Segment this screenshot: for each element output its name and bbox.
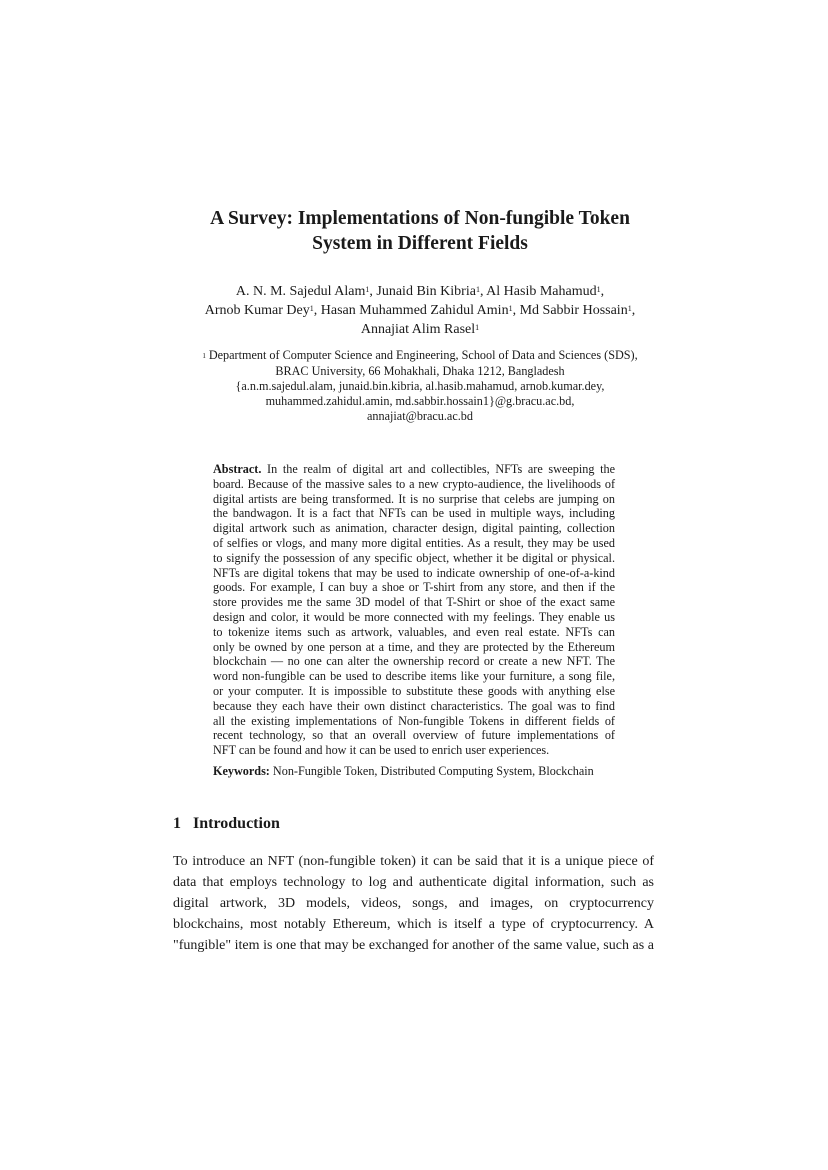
abstract-text: digital artwork such as animation, character design, digital painting, collection: [213, 521, 615, 536]
author-name: Md Sabbir Hossain: [519, 303, 628, 318]
author-line-2: [150, 301, 690, 320]
author-affiliation-sup: 1: [627, 304, 632, 313]
abstract-line: [213, 506, 615, 521]
intro-line: data that employs technology to log and authenticate digital information, such as: [173, 875, 654, 890]
abstract-text: recent technology, so that an overall overview of future implementations of: [213, 728, 615, 743]
abstract-text: NFT can be found and how it can be used to enrich user experiences.: [213, 743, 550, 758]
abstract-text: of selfies or vlogs, and many more digital entities. As a result, they may be used: [213, 535, 615, 550]
affiliation-line-2: BRAC University, 66 Mohakhali, Dhaka 1212, Bangladesh: [275, 363, 565, 378]
affiliation-text: Department of Computer Science and Engineering, School of Data and Sciences (SDS),: [208, 348, 638, 362]
abstract-line: [213, 462, 615, 477]
author-separator: ,: [600, 284, 605, 299]
intro-line: To introduce an NFT (non-fungible token) it can be said that it is a unique piece of: [173, 854, 654, 869]
abstract-line: [213, 684, 615, 699]
author-affiliation-sup: 1: [508, 304, 513, 313]
abstract-text: because they each have their own distinct characteristics. The goal was to find: [213, 698, 615, 713]
abstract-line: [213, 640, 615, 655]
author-list: [150, 282, 690, 339]
keywords-text: Non-Fungible Token, Distributed Computing System, Blockchain: [269, 764, 594, 778]
intro-line: "fungible" item is one that may be exchanged for another of the same value, such as a: [173, 938, 654, 953]
abstract-text: blockchain — no one can alter the ownership record or create a new NFT. The: [213, 654, 615, 669]
author-affiliation-sup: 1: [475, 323, 480, 332]
abstract-text: only be owned by one person at a time, and they are protected by the Ethereum: [213, 639, 615, 654]
abstract-text: digital artists are being transformed. It is no surprise that celebs are jumping on: [213, 491, 615, 506]
section-title: Introduction: [193, 815, 280, 832]
author-affiliation-sup: 1: [365, 285, 370, 294]
abstract-line: [213, 536, 615, 551]
author-name: Junaid Bin Kibria: [376, 284, 476, 299]
abstract-text: goods. For example, I can buy a shoe or T-shirt from any store, and then if the: [213, 580, 615, 595]
title-line-1: A Survey: Implementations of Non-fungible Token: [210, 208, 630, 229]
abstract-line: [213, 610, 615, 625]
email-line-1: {a.n.m.sajedul.alam, junaid.bin.kibria, al.hasib.mahamud, arnob.kumar.dey,: [235, 378, 605, 393]
author-separator: ,: [512, 303, 520, 318]
abstract-line: [213, 714, 615, 729]
abstract-line: [213, 654, 615, 669]
abstract-text: In the realm of digital art and collectibles, NFTs are sweeping the: [261, 462, 615, 476]
affiliation-mark: 1: [202, 351, 206, 360]
author-name: Hasan Muhammed Zahidul Amin: [320, 303, 509, 318]
abstract-text: store provides me the same 3D model of that T-Shirt or shoe of the exact same: [213, 595, 615, 610]
abstract-text: NFTs are digital tokens that may be used to indicate ownership of one-of-a-kind: [213, 565, 615, 580]
abstract-text: design and color, it would be more connected with my feelings. They enable us: [213, 609, 615, 624]
abstract-text: to signify the possession of any specific object, whether it be digital or physical.: [213, 550, 615, 565]
abstract-line: [213, 551, 615, 566]
intro-paragraph: [173, 851, 654, 956]
keywords: [213, 764, 615, 779]
abstract-text: all the existing implementations of Non-fungible Tokens in different fields of: [213, 713, 615, 728]
author-separator: ,: [479, 284, 487, 299]
affiliation-block: [150, 348, 690, 424]
abstract-line: [213, 669, 615, 684]
email-line-2: muhammed.zahidul.amin, md.sabbir.hossain1}@g.bracu.ac.bd,: [265, 393, 575, 408]
author-affiliation-sup: 1: [309, 304, 314, 313]
abstract-line: [213, 625, 615, 640]
intro-line: digital artwork, 3D models, videos, songs, and images, on cryptocurrency: [173, 896, 654, 911]
title-line-2: System in Different Fields: [312, 233, 528, 254]
author-separator: ,: [313, 303, 321, 318]
section-number: 1: [173, 815, 181, 832]
abstract-line: [213, 728, 615, 743]
abstract-line: [213, 492, 615, 507]
author-line-3: [150, 320, 690, 339]
abstract: [213, 462, 615, 758]
paper-title: [150, 206, 690, 256]
section-heading: [173, 815, 280, 833]
intro-line: blockchains, most notably Ethereum, which is itself a type of cryptocurrency. A: [173, 917, 654, 932]
abstract-text: board. Because of the massive sales to a new crypto-audience, the livelihoods of: [213, 476, 615, 491]
author-name: Annajiat Alim Rasel: [360, 322, 476, 337]
affiliation-line-1: [150, 348, 690, 364]
author-name: A. N. M. Sajedul Alam: [235, 284, 366, 299]
abstract-text: or your computer. It is impossible to substitute these goods with anything else: [213, 683, 615, 698]
abstract-line: [213, 477, 615, 492]
author-separator: ,: [369, 284, 377, 299]
email-line-3: annajiat@bracu.ac.bd: [367, 408, 473, 423]
abstract-label: Abstract.: [213, 462, 262, 476]
abstract-line: [213, 521, 615, 536]
abstract-line: [213, 743, 615, 758]
author-name: Arnob Kumar Dey: [204, 303, 310, 318]
author-line-1: [150, 282, 690, 301]
author-separator: ,: [631, 303, 636, 318]
abstract-text: word non-fungible can be used to describe items like your furniture, a song file,: [213, 669, 615, 684]
author-affiliation-sup: 1: [475, 285, 480, 294]
abstract-line: [213, 595, 615, 610]
abstract-line: [213, 566, 615, 581]
author-name: Al Hasib Mahamud: [486, 284, 597, 299]
abstract-text: to tokenize items such as artwork, valuables, and even real estate. NFTs can: [213, 624, 615, 639]
abstract-line: [213, 699, 615, 714]
abstract-text: the bandwagon. It is a fact that NFTs can be used in multiple ways, including: [213, 506, 615, 521]
abstract-line: [213, 580, 615, 595]
keywords-label: Keywords:: [213, 764, 270, 778]
author-affiliation-sup: 1: [596, 285, 601, 294]
